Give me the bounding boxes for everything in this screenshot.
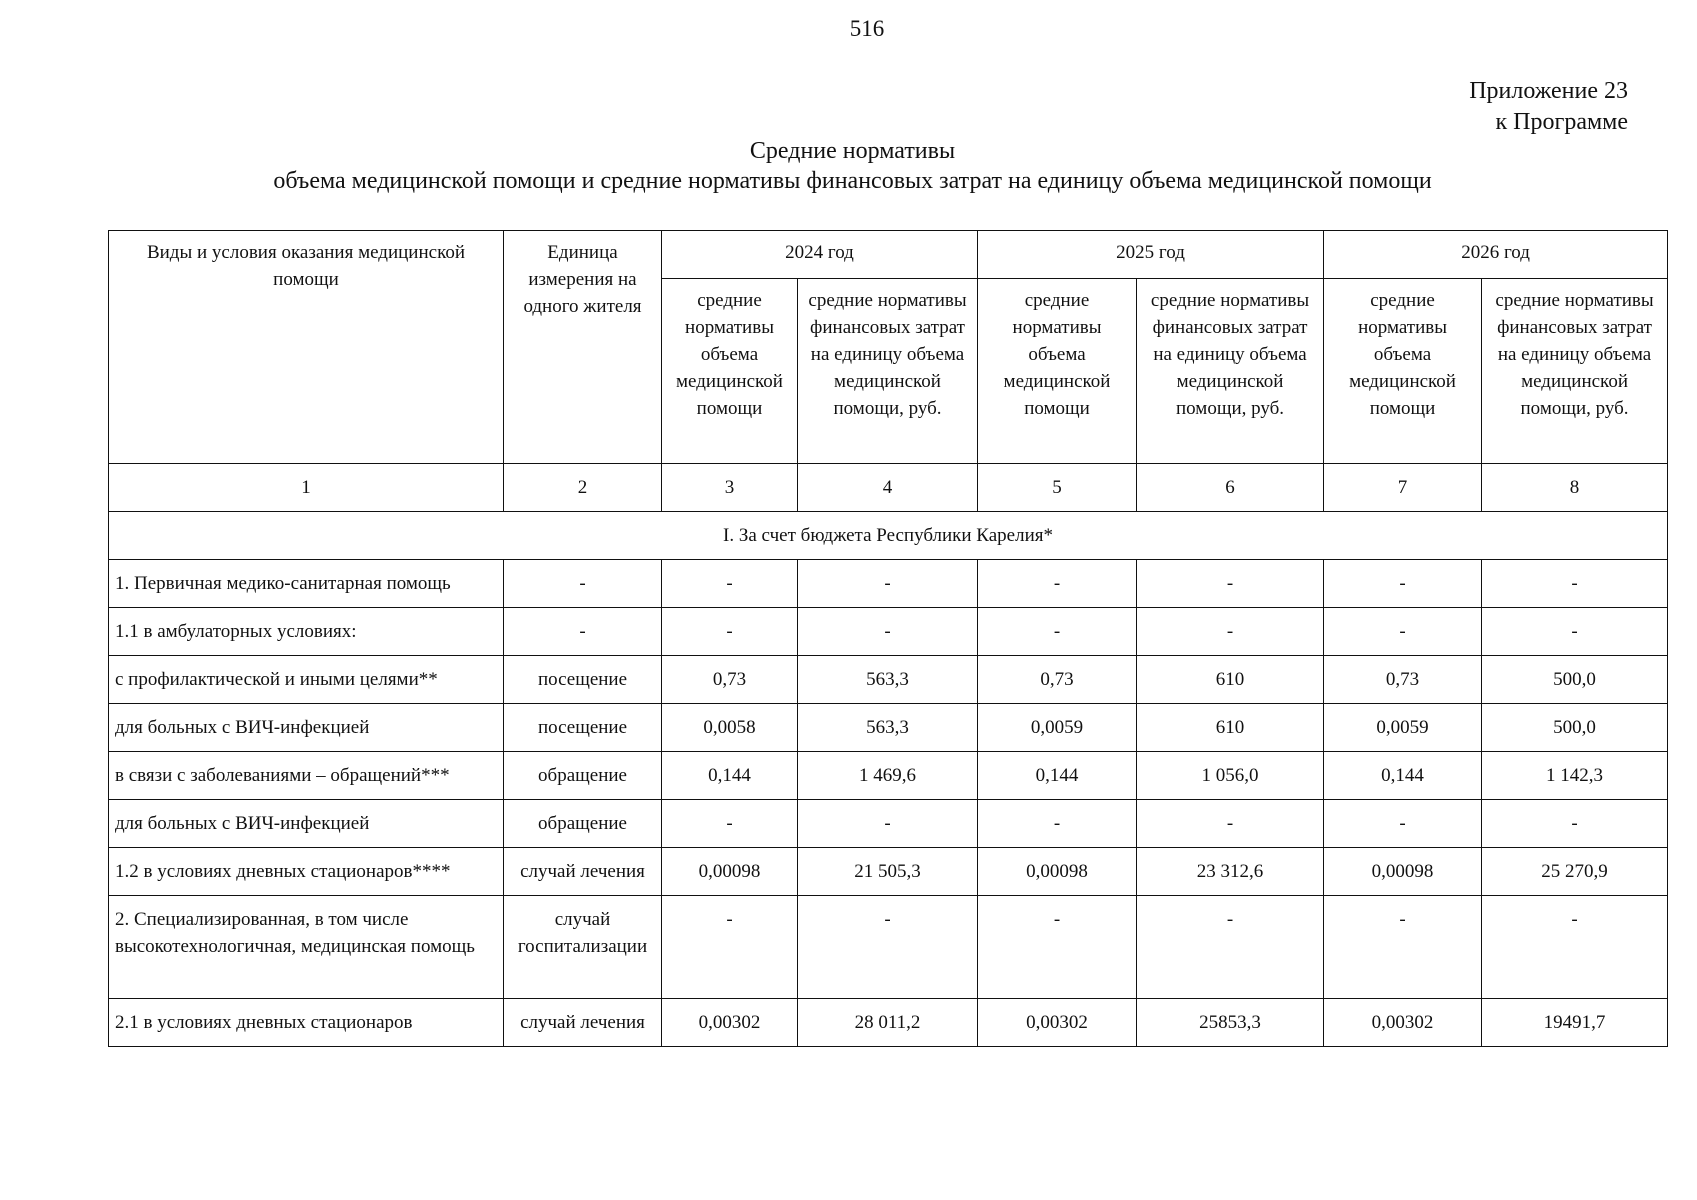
column-number: 3 (662, 464, 798, 512)
row-unit: случай госпитализации (504, 896, 662, 999)
cell-finance-2026: 25 270,9 (1482, 848, 1668, 896)
table-row (109, 999, 1668, 1047)
header-volume-2024: средние нормативы объема медицинской помощи (662, 279, 798, 464)
cell-volume-2026: - (1324, 800, 1482, 848)
cell-volume-2025: - (978, 800, 1137, 848)
header-volume-2025: средние нормативы объема медицинской помощи (978, 279, 1137, 464)
row-label: с профилактической и иными целями** (109, 656, 504, 704)
appendix-line-2: к Программе (1495, 109, 1628, 135)
cell-finance-2026: 19491,7 (1482, 999, 1668, 1047)
cell-volume-2024: - (662, 608, 798, 656)
row-label: для больных с ВИЧ-инфекцией (109, 800, 504, 848)
appendix-line-1: Приложение 23 (1469, 78, 1628, 104)
row-unit: - (504, 560, 662, 608)
table-row (109, 560, 1668, 608)
cell-finance-2025: 610 (1137, 656, 1324, 704)
header-year-2025: 2025 год (978, 231, 1324, 279)
cell-finance-2025: 25853,3 (1137, 999, 1324, 1047)
cell-finance-2026: - (1482, 560, 1668, 608)
row-label: 2. Специализированная, в том числе высокотехнологичная, медицинская помощь (109, 896, 504, 999)
table-row (109, 848, 1668, 896)
column-number: 6 (1137, 464, 1324, 512)
cell-finance-2025: 610 (1137, 704, 1324, 752)
cell-volume-2025: 0,00098 (978, 848, 1137, 896)
cell-finance-2024: 21 505,3 (798, 848, 978, 896)
cell-volume-2024: 0,144 (662, 752, 798, 800)
row-unit: - (504, 608, 662, 656)
cell-finance-2025: - (1137, 560, 1324, 608)
cell-volume-2025: 0,144 (978, 752, 1137, 800)
title-line-1: Средние нормативы (749, 138, 956, 164)
cell-finance-2024: 563,3 (798, 656, 978, 704)
column-numbers-row (109, 464, 1668, 512)
row-label: в связи с заболеваниями – обращений*** (109, 752, 504, 800)
row-label: для больных с ВИЧ-инфекцией (109, 704, 504, 752)
section-title: I. За счет бюджета Республики Карелия* (109, 512, 1668, 560)
row-label: 1.1 в амбулаторных условиях: (109, 608, 504, 656)
cell-finance-2025: - (1137, 608, 1324, 656)
cell-volume-2025: 0,73 (978, 656, 1137, 704)
row-unit: посещение (504, 656, 662, 704)
column-number: 1 (109, 464, 504, 512)
header-year-2024: 2024 год (662, 231, 978, 279)
row-label: 1.2 в условиях дневных стационаров**** (109, 848, 504, 896)
document-title (0, 136, 1697, 196)
cell-finance-2024: - (798, 560, 978, 608)
cell-finance-2024: - (798, 896, 978, 999)
column-number: 8 (1482, 464, 1668, 512)
cell-volume-2025: - (978, 896, 1137, 999)
header-year-2026: 2026 год (1324, 231, 1668, 279)
cell-finance-2026: 500,0 (1482, 656, 1668, 704)
cell-volume-2026: - (1324, 560, 1482, 608)
cell-finance-2025: 1 056,0 (1137, 752, 1324, 800)
cell-finance-2024: 563,3 (798, 704, 978, 752)
cell-volume-2024: - (662, 800, 798, 848)
cell-finance-2024: - (798, 608, 978, 656)
cell-finance-2025: 23 312,6 (1137, 848, 1324, 896)
appendix-note (1469, 76, 1628, 138)
header-volume-2026: средние нормативы объема медицинской помощи (1324, 279, 1482, 464)
cell-volume-2026: 0,00302 (1324, 999, 1482, 1047)
table-row (109, 752, 1668, 800)
header-unit: Единица измерения на одного жителя (504, 231, 662, 464)
column-number: 4 (798, 464, 978, 512)
cell-volume-2024: 0,0058 (662, 704, 798, 752)
header-finance-2025: средние нормативы финансовых затрат на единицу объема медицинской помощи, руб. (1137, 279, 1324, 464)
row-unit: случай лечения (504, 848, 662, 896)
cell-volume-2025: 0,00302 (978, 999, 1137, 1047)
cell-finance-2026: - (1482, 896, 1668, 999)
cell-volume-2026: - (1324, 896, 1482, 999)
row-label: 1. Первичная медико-санитарная помощь (109, 560, 504, 608)
page-number: 516 (849, 16, 885, 41)
row-unit: посещение (504, 704, 662, 752)
cell-volume-2026: 0,0059 (1324, 704, 1482, 752)
header-finance-2024: средние нормативы финансовых затрат на единицу объема медицинской помощи, руб. (798, 279, 978, 464)
table-row (109, 800, 1668, 848)
cell-volume-2024: - (662, 896, 798, 999)
row-unit: случай лечения (504, 999, 662, 1047)
cell-finance-2026: - (1482, 800, 1668, 848)
column-number: 7 (1324, 464, 1482, 512)
cell-volume-2025: - (978, 608, 1137, 656)
row-label: 2.1 в условиях дневных стационаров (109, 999, 504, 1047)
table-row (109, 896, 1668, 999)
cell-volume-2024: 0,00302 (662, 999, 798, 1047)
cell-volume-2024: 0,73 (662, 656, 798, 704)
cell-volume-2026: 0,00098 (1324, 848, 1482, 896)
cell-volume-2025: - (978, 560, 1137, 608)
cell-volume-2024: 0,00098 (662, 848, 798, 896)
cell-finance-2024: 1 469,6 (798, 752, 978, 800)
header-types: Виды и условия оказания медицинской помощи (109, 231, 504, 464)
title-line-2: объема медицинской помощи и средние нормативы финансовых затрат на единицу объема медицинской помощи (273, 168, 1432, 194)
cell-finance-2026: 500,0 (1482, 704, 1668, 752)
section-row (109, 512, 1668, 560)
table-row (109, 704, 1668, 752)
cell-finance-2026: 1 142,3 (1482, 752, 1668, 800)
norms-table (108, 230, 1668, 1047)
column-number: 2 (504, 464, 662, 512)
row-unit: обращение (504, 752, 662, 800)
row-unit: обращение (504, 800, 662, 848)
cell-volume-2026: 0,144 (1324, 752, 1482, 800)
cell-finance-2024: - (798, 800, 978, 848)
cell-volume-2024: - (662, 560, 798, 608)
header-finance-2026: средние нормативы финансовых затрат на единицу объема медицинской помощи, руб. (1482, 279, 1668, 464)
table-row (109, 656, 1668, 704)
column-number: 5 (978, 464, 1137, 512)
cell-finance-2025: - (1137, 800, 1324, 848)
cell-finance-2024: 28 011,2 (798, 999, 978, 1047)
cell-volume-2026: 0,73 (1324, 656, 1482, 704)
cell-finance-2025: - (1137, 896, 1324, 999)
cell-volume-2025: 0,0059 (978, 704, 1137, 752)
table-row (109, 608, 1668, 656)
cell-finance-2026: - (1482, 608, 1668, 656)
cell-volume-2026: - (1324, 608, 1482, 656)
